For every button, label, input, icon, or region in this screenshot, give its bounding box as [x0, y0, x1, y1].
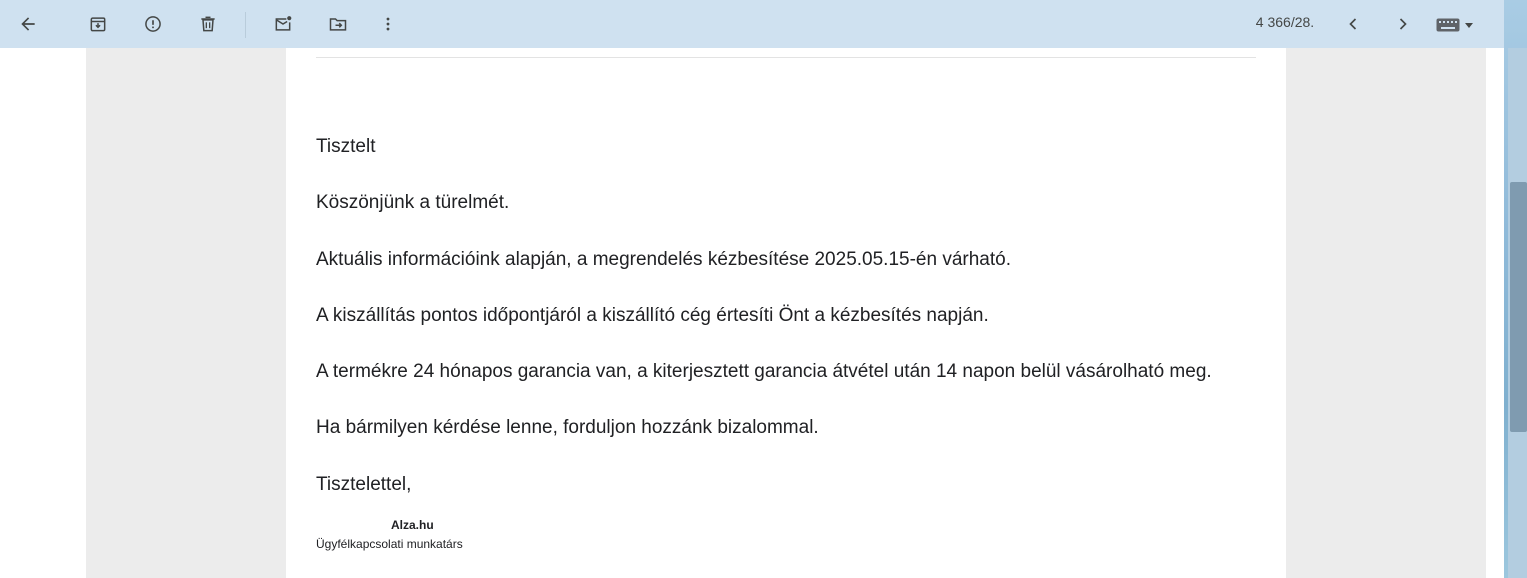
- scrollbar-thumb[interactable]: [1510, 182, 1527, 432]
- message-toolbar: [0, 0, 1504, 48]
- paragraph-delivery-date: Aktuális információink alapján, a megrendelés kézbesítése 2025.05.15-én várható.: [316, 249, 1011, 270]
- toolbar-divider: [245, 12, 246, 38]
- signature-role: Ügyfélkapcsolati munkatárs: [316, 537, 463, 551]
- mark-unread-button[interactable]: [265, 6, 301, 42]
- previous-message-button[interactable]: [1335, 6, 1371, 42]
- paragraph-courier-notice: A kiszállítás pontos időpontjáról a kiszállító cég értesíti Önt a kézbesítés napján.: [316, 305, 989, 326]
- arrow-left-icon: [18, 14, 38, 34]
- mark-unread-icon: [273, 14, 293, 34]
- paragraph-thanks: Köszönjünk a türelmét.: [316, 192, 510, 213]
- archive-icon: [88, 14, 108, 34]
- paragraph-warranty: A termékre 24 hónapos garancia van, a kiterjesztett garancia átvétel után 14 napon belül vásárolható meg.: [316, 361, 1212, 382]
- more-vert-icon: [378, 14, 398, 34]
- trash-icon: [198, 14, 218, 34]
- email-body: [286, 48, 1286, 578]
- greeting: Tisztelt: [316, 136, 376, 157]
- move-to-icon: [328, 14, 348, 34]
- caret-down-icon: [1464, 20, 1474, 30]
- paragraph-contact: Ha bármilyen kérdése lenne, forduljon hozzánk bizalommal.: [316, 417, 819, 438]
- next-message-button[interactable]: [1385, 6, 1421, 42]
- more-options-button[interactable]: [370, 6, 406, 42]
- move-to-button[interactable]: [320, 6, 356, 42]
- report-spam-button[interactable]: [135, 6, 171, 42]
- closing: Tisztelettel,: [316, 474, 412, 495]
- email-outer-frame: [86, 48, 1486, 578]
- back-button[interactable]: [10, 6, 46, 42]
- report-spam-icon: [143, 14, 163, 34]
- message-counter: 4 366/28.: [1255, 14, 1315, 30]
- header-divider: [316, 57, 1256, 58]
- input-tools-button[interactable]: [1436, 14, 1482, 36]
- chevron-right-icon: [1393, 14, 1413, 34]
- chevron-left-icon: [1343, 14, 1363, 34]
- message-page: [0, 48, 1504, 578]
- archive-button[interactable]: [80, 6, 116, 42]
- signature-company: Alza.hu: [391, 518, 434, 532]
- delete-button[interactable]: [190, 6, 226, 42]
- keyboard-icon: [1436, 18, 1460, 32]
